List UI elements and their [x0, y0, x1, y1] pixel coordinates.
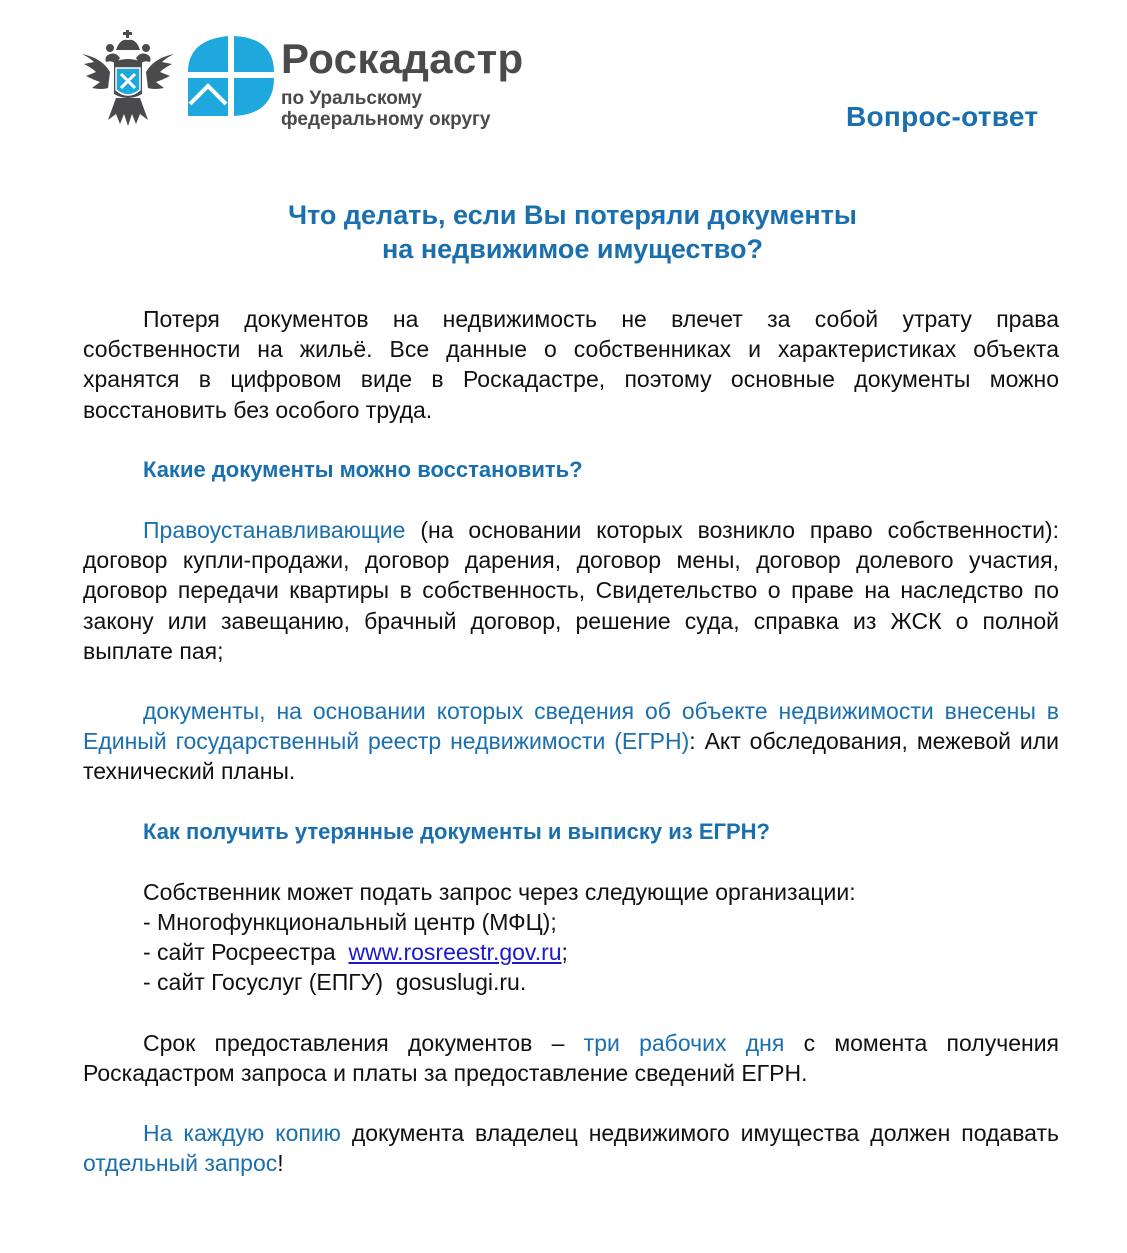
rosreestr-link[interactable]: www.rosreestr.gov.ru — [348, 939, 562, 966]
double-headed-eagle-emblem-icon — [80, 28, 176, 128]
page-title-line1: Что делать, если Вы потеряли документы — [288, 200, 857, 230]
item1-highlight: Правоустанавливающие — [143, 517, 406, 544]
page-header — [0, 0, 1127, 160]
recoverable-docs-item2 — [83, 696, 1059, 787]
list-item: - сайт Госуслуг (ЕПГУ) gosuslugi.ru. — [143, 969, 527, 996]
brand-name: Роскадастр — [281, 35, 524, 82]
brand-subtitle-line1: по Уральскому — [281, 88, 422, 109]
brand-subtitle — [281, 88, 491, 130]
recoverable-docs-item1 — [83, 515, 1059, 666]
deadline-paragraph: Срок предоставления документов – три рабочих дня с момента получения Роскадастром запроса и платы за предоставление сведений ЕГРН. — [83, 1029, 1059, 1086]
roskadastr-logo-mark-icon — [188, 36, 274, 116]
list-item: - Многофункциональный центр (МФЦ); — [143, 909, 557, 936]
brand-subtitle-line2: федеральному округу — [281, 109, 491, 130]
item2-text: : Акт обследования, межевой или технический планы. — [83, 728, 1059, 785]
request-channels-list — [83, 907, 1059, 998]
list-item: - сайт Росреестра www.rosreestr.gov.ru; — [143, 939, 568, 966]
request-channels-intro: Собственник может подать запрос через следующие организации: — [143, 878, 856, 905]
item2-highlight: документы, на основании которых сведения об объекте недвижимости внесены в Единый государственный реестр недвижимости (ЕГРН) — [83, 698, 1059, 755]
note-highlight1: На каждую копию — [143, 1120, 341, 1147]
article-body — [83, 304, 1059, 1178]
intro-paragraph: Потеря документов на недвижимость не влечет за собой утрату права собственности на жильё. Все данные о собственниках и характеристиках объекта хранятся в цифровом виде в Роскадастре, поэтому основные документы можно восстановить без особого труда. — [83, 306, 1059, 423]
deadline-highlight: три рабочих дня — [583, 1029, 785, 1056]
page-title — [0, 198, 1127, 266]
section-tag: Вопрос-ответ — [846, 101, 1039, 132]
page-title-line2: на недвижимое имущество? — [382, 234, 763, 264]
item1-text: (на основании которых возникло право собственности): договор купли-продажи, договор дарения, договор мены, договор долевого участия, договор передачи квартиры в собственность, Свидетельство о праве на наследство по закону или завещанию, брачный договор, решение суда, справка из ЖСК о полной выплате пая; — [83, 517, 1059, 664]
note-paragraph: На каждую копию документа владелец недвижимого имущества должен подавать отдельный запрос! — [83, 1120, 1059, 1177]
note-highlight2: отдельный запрос — [83, 1150, 278, 1177]
section2-heading: Как получить утерянные документы и выписку из ЕГРН? — [143, 818, 770, 844]
section1-heading: Какие документы можно восстановить? — [143, 456, 583, 482]
